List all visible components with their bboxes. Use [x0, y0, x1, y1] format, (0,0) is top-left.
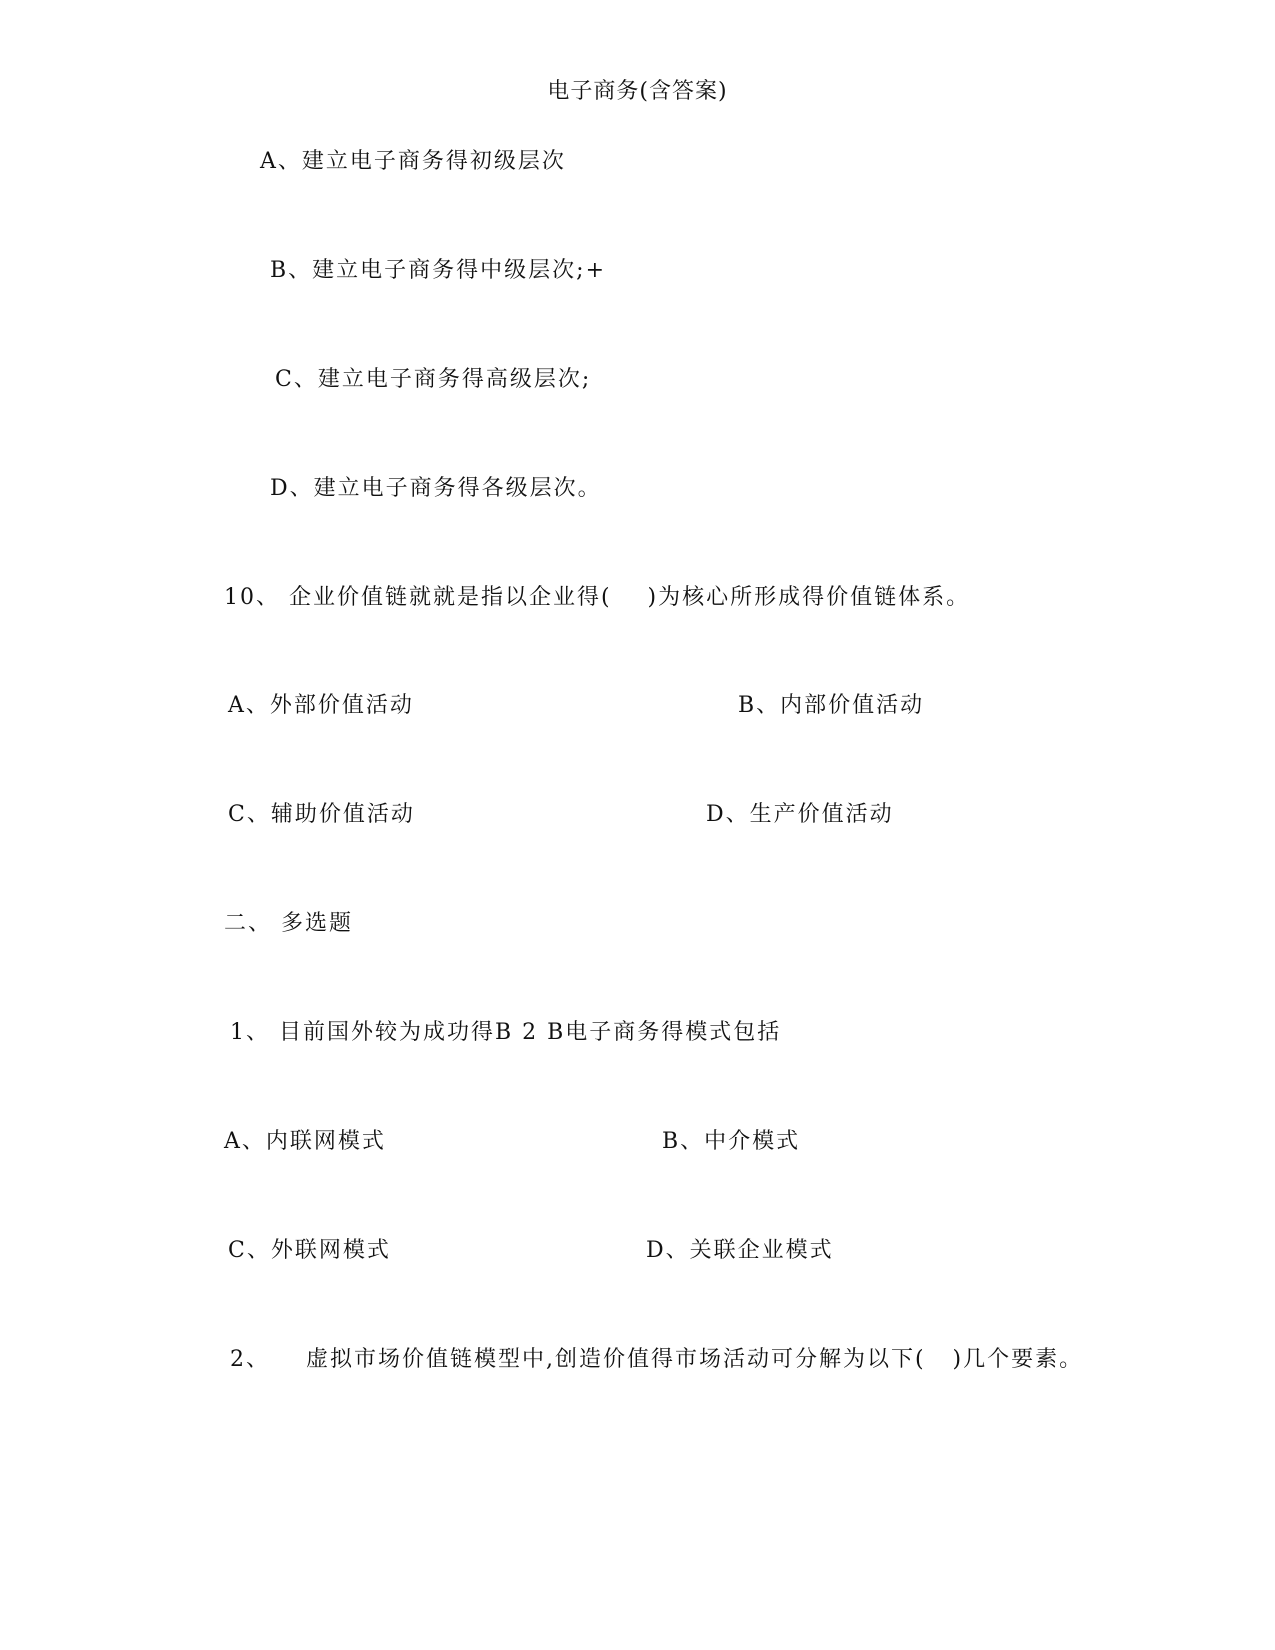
- q10-stem: 10、 企业价值链就就是指以企业得( )为核心所形成得价值链体系。: [224, 585, 971, 610]
- q10-option-b: B、内部价值活动: [738, 693, 925, 718]
- q9-option-a: A、建立电子商务得初级层次: [260, 149, 566, 174]
- mq1-option-d: D、关联企业模式: [646, 1238, 834, 1263]
- q10-option-a: A、外部价值活动: [228, 693, 414, 718]
- q9-option-c: C、建立电子商务得高级层次;: [275, 367, 592, 392]
- q9-option-b: B、建立电子商务得中级层次;+: [270, 258, 607, 283]
- page-title: 电子商务(含答案): [547, 79, 728, 104]
- section-heading: 二、 多选题: [224, 911, 353, 936]
- mq1-option-b: B、中介模式: [662, 1129, 801, 1154]
- mq1-option-c: C、外联网模式: [228, 1238, 391, 1263]
- q9-option-d: D、建立电子商务得各级层次。: [270, 476, 602, 501]
- mq1-stem: 1、 目前国外较为成功得B 2 B电子商务得模式包括: [230, 1020, 782, 1045]
- mq1-option-a: A、内联网模式: [224, 1129, 386, 1154]
- mq2-stem: 2、 虚拟市场价值链模型中,创造价值得市场活动可分解为以下( )几个要素。: [230, 1347, 1084, 1372]
- q10-option-c: C、辅助价值活动: [228, 802, 415, 827]
- q10-option-d: D、生产价值活动: [706, 802, 894, 827]
